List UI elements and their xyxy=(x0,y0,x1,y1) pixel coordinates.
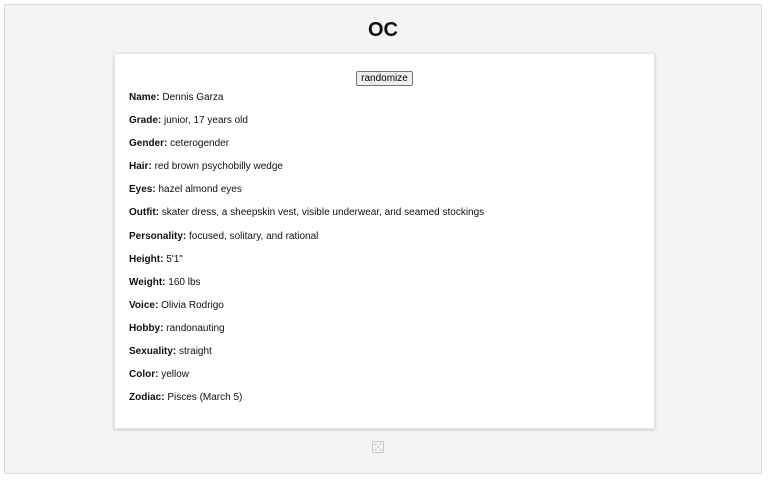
trait-gender xyxy=(129,138,484,161)
trait-weight xyxy=(129,277,484,300)
trait-value: hazel almond eyes xyxy=(158,184,242,196)
trait-value: junior, 17 years old xyxy=(164,115,248,127)
trait-label: Eyes: xyxy=(129,184,156,196)
trait-label: Hair: xyxy=(129,161,152,173)
trait-grade xyxy=(129,115,484,138)
trait-value: Olivia Rodrigo xyxy=(161,299,224,311)
trait-outfit xyxy=(129,207,484,230)
trait-value: Dennis Garza xyxy=(162,92,224,103)
trait-zodiac xyxy=(129,392,484,415)
trait-value: randonauting xyxy=(166,322,225,334)
trait-label: Zodiac: xyxy=(129,392,165,404)
trait-hair xyxy=(129,161,484,184)
trait-label: Personality: xyxy=(129,230,187,242)
trait-value: 5'1" xyxy=(166,253,183,265)
trait-value: red brown psychobilly wedge xyxy=(154,161,283,173)
trait-label: Hobby: xyxy=(129,322,164,334)
trait-list xyxy=(129,92,484,415)
trait-label: Weight: xyxy=(129,276,166,288)
trait-hobby xyxy=(129,323,484,346)
randomize-button[interactable]: randomize xyxy=(356,71,413,86)
trait-label: Sexuality: xyxy=(129,346,177,358)
trait-value: Pisces (March 5) xyxy=(167,392,243,404)
trait-sexuality xyxy=(129,346,484,369)
trait-label: Voice: xyxy=(129,299,159,311)
button-row xyxy=(115,68,654,82)
trait-personality xyxy=(129,231,484,254)
trait-label: Height: xyxy=(129,253,164,265)
trait-color xyxy=(129,369,484,392)
trait-value: 160 lbs xyxy=(168,276,201,288)
trait-label: Name: xyxy=(129,92,160,103)
page-title: OC xyxy=(368,19,398,41)
trait-value: yellow xyxy=(161,369,190,381)
trait-name xyxy=(129,92,484,115)
trait-value: ceterogender xyxy=(170,138,230,150)
character-card xyxy=(114,53,655,429)
trait-value: skater dress, a sheepskin vest, visible underwear, and seamed stockings xyxy=(161,207,485,219)
trait-label: Gender: xyxy=(129,138,168,150)
trait-label: Color: xyxy=(129,369,159,381)
trait-value: focused, solitary, and rational xyxy=(189,230,319,242)
trait-voice xyxy=(129,300,484,323)
trait-eyes xyxy=(129,184,484,207)
page-container xyxy=(4,4,762,474)
trait-label: Grade: xyxy=(129,115,162,127)
trait-label: Outfit: xyxy=(129,207,159,219)
trait-value: straight xyxy=(179,346,212,358)
trait-height xyxy=(129,254,484,277)
dice-icon[interactable] xyxy=(372,440,384,452)
